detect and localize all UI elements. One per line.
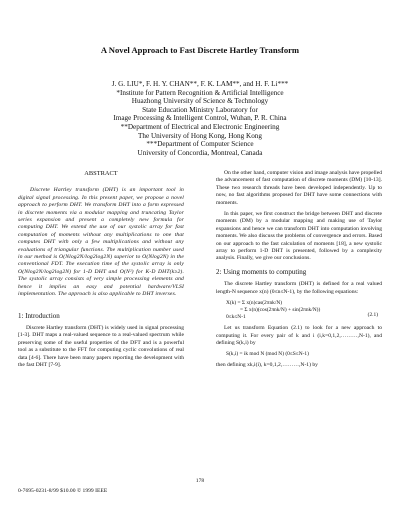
section-1-heading: 1: Introduction bbox=[18, 311, 60, 320]
affiliation-line: *Institute for Pattern Recognition & Artificial Intelligence bbox=[116, 88, 284, 97]
paragraph: The discrete Hartley transform (DHT) is defined for a real valued length-N sequence x(n) (0≤n≤N-1), by the following equations: bbox=[216, 281, 382, 295]
affiliation-line: State Education Ministry Laboratory for bbox=[142, 105, 258, 114]
equation-line: = Σ x(n)(cos(2πnk/N) + sin(2πnk/N)) bbox=[240, 307, 321, 314]
equation-mapping: S(k,i) = ik mod N (mod N) (0≤S≤N-1) bbox=[226, 351, 309, 358]
equation-line: X(k) = Σ x(n)cas(2πnk/N) bbox=[226, 300, 283, 307]
abstract-text: Discrete Hartley transform (DHT) is an important tool in digital signal processing. In this present paper, we propose a novel approach to perform DHT. We transform DHT into a form expressed in discrete moments via a modular mapping and truncating Taylor series expansion and present a completely new formula for computing DHT. We extend the use of our systolic array for fast computation of moments without any multiplications to one that computes DHT with only a few multiplications and without any evaluations of triangular functions. The multiplication number used in our method is O(Nlog2N/log2log2N) superior to O(Nlog2N) in the conventional FDT. The execution time of the systolic array is only O(Nlog2N/log2log2N) for 1-D DHT and O(N²) for K-D DHT(k≥2). The systolic array consists of very simple processing elements and hence it implies an easy and potential hardware/VLSI implementation. The approach is also applicable to DHT inverses. bbox=[18, 187, 184, 298]
affiliation-line: Huazhong University of Science & Technology bbox=[131, 97, 269, 106]
paragraph: then defining xk,i(i), k=0,1,2,………,N-1) by bbox=[216, 362, 318, 369]
affiliation-line: ***Department of Computer Science bbox=[146, 140, 254, 149]
right-column bbox=[216, 170, 382, 374]
author-line: J. G. LIU*, F. H. Y. CHAN**, F. K. LAM**, and H. F. Li*** bbox=[111, 80, 289, 88]
section-2-heading: 2: Using moments to computing bbox=[216, 267, 307, 276]
paper-title: A Novel Approach to Fast Discrete Hartley Transform bbox=[100, 45, 300, 55]
paragraph: On the other hand, computer vision and image analysis have propelled the advancement of fast computation of discrete moments (DM) [10-13]. These two research threads have been developed independently. Up to now, no fast algorithms proposed for DHT have some connections with moments. bbox=[216, 170, 382, 206]
equation-number: (2.1) bbox=[367, 312, 378, 319]
paragraph: Let us transform Equation (2.1) to look for a new approach to computing it. For every pair of k and i (i,k=0,1,2,………,N-1), and defining S(k,i) by bbox=[216, 325, 382, 346]
affiliation-line: University of Concordia, Montreal, Canada bbox=[137, 148, 263, 157]
left-column bbox=[18, 170, 184, 373]
page-number: 178 bbox=[195, 478, 205, 484]
section-1-paragraph: Discrete Hartley transform (DHT) is widely used in signal processing [1-3]. DHT maps a real-valued sequence to a real-valued spectrum while preserving some of the useful properties of the DFT and is a powerful tool as a substitute to the FFT for computing cyclic convolutions of real data [4-6]. There have been many papers reporting the development with the fast DHT [7-9]. bbox=[18, 324, 184, 368]
equation-2-1 bbox=[226, 300, 382, 321]
affiliation-line: **Department of Electrical and Electronic Engineering bbox=[120, 122, 280, 131]
equation-condition: 0≤k≤N-1 bbox=[226, 314, 246, 321]
abstract bbox=[18, 187, 184, 298]
footer-copyright: 0-7695-0231-8/99 $10.00 © 1999 IEEE bbox=[18, 488, 108, 494]
author-affiliation-block bbox=[0, 80, 400, 157]
abstract-heading: ABSTRACT bbox=[84, 170, 118, 177]
paragraph: In this paper, we first construct the bridge between DHT and discrete moments (DM) by a modular mapping and making use of Taylor expansions and hence we can transform DHT into computation involving moments. We also discuss the problems of convergence and errors. Based on our approach to the fast calculation of moments [18], a new systolic array to perform 1-D DHT is presented, followed by a complexity analysis. Finally, we give our conclusions. bbox=[216, 211, 382, 262]
affiliation-line: Image Processing & Intelligent Control, Wuhan, P. R. China bbox=[113, 114, 287, 123]
affiliation-line: The University of Hong Kong, Hong Kong bbox=[138, 131, 262, 140]
